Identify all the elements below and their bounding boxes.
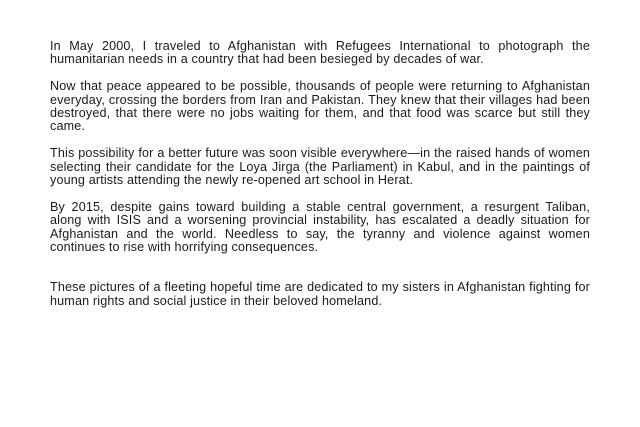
- paragraph-2015: By 2015, despite gains toward building a stable central government, a resurgent Taliban, along with ISIS and a worsening provincial instability, has escalated a deadly situation for Afghanistan and the world. Needless to say, the tyranny and violence against women continues to rise with horrifying consequences.: [50, 199, 590, 255]
- paragraph-dedication: These pictures of a fleeting hopeful time are dedicated to my sisters in Afghanistan fighting for human rights and social justice in their beloved homeland.: [50, 280, 590, 308]
- paragraph-possibility: This possibility for a better future was soon visible everywhere—in the raised hands of women selecting their candidate for the Loya Jirga (the Parliament) in Kabul, and in the paintings of young artists attending the newly re-opened art school in Herat.: [50, 146, 590, 188]
- paragraph-returning: Now that peace appeared to be possible, thousands of people were returning to Afghanistan everyday, crossing the borders from Iran and Pakistan. They knew that their villages had been destroyed, that there were no jobs waiting for them, and that food was scarce but still they came.: [50, 79, 590, 134]
- paragraph-intro: In May 2000, I traveled to Afghanistan with Refugees International to photograph the humanitarian needs in a country that had been besieged by decades of war.: [50, 39, 590, 67]
- document-body: [50, 40, 590, 321]
